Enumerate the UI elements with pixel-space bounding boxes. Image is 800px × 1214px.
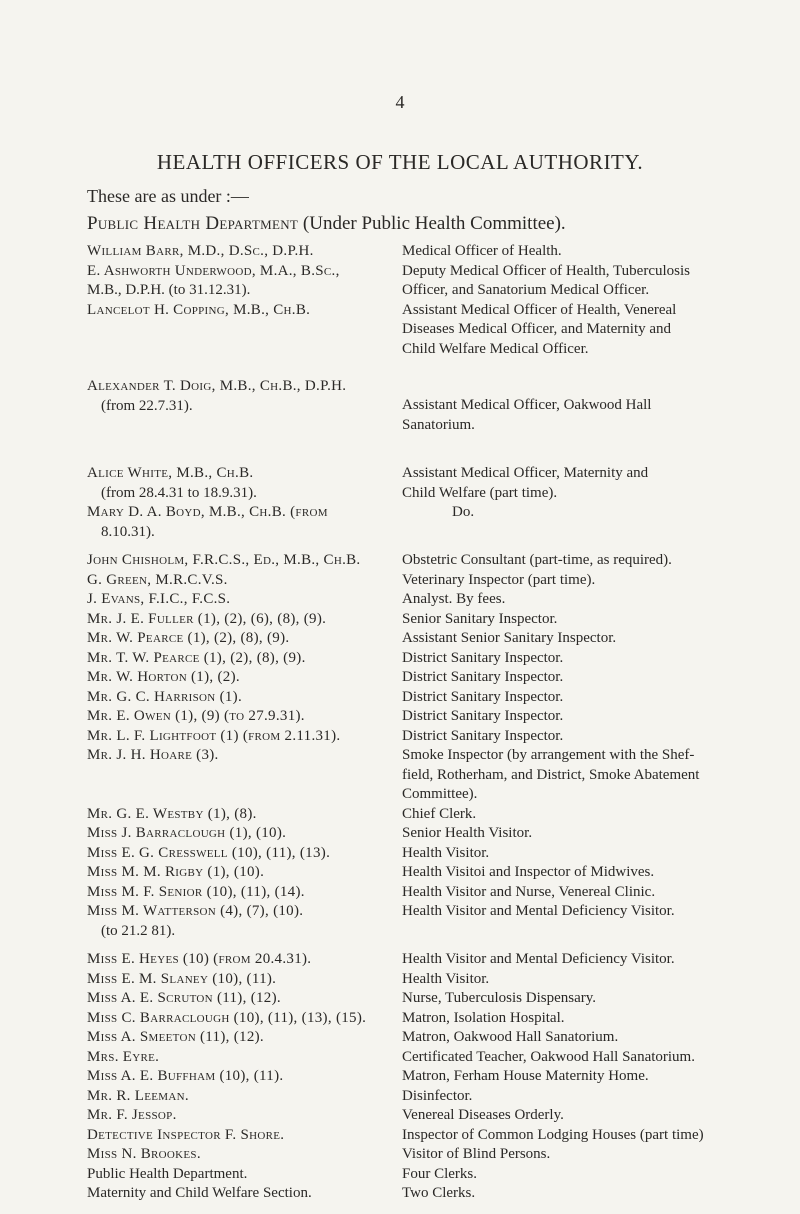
officer-row [87,262,777,301]
officer-row [87,707,777,727]
officer-role: Matron, Oakwood Hall Sanatorium. [402,1029,619,1045]
page-title: HEALTH OFFICERS OF THE LOCAL AUTHORITY. [156,150,644,174]
officer-row [87,688,777,708]
department-name: Public Health Department [87,213,299,234]
committee-label: (Under Public Health Committee). [302,213,566,234]
officer-role: Health Visitor and Mental Deficiency Visitor. [402,951,675,967]
officer-role: Health Visitor and Nurse, Venereal Clinic. [402,883,656,900]
officer-row [87,883,777,903]
officer-name: Miss E. M. Slaney (10), (11). [87,970,277,987]
officer-name: Mr. G. C. Harrison (1). [87,688,243,705]
officer-role: Chief Clerk. [402,805,477,822]
officer-name: Mr. G. E. Westby (1), (8). [87,805,257,822]
officer-role: Nurse, Tuberculosis Dispensary. [402,990,597,1006]
officer-row [87,1184,777,1204]
officer-row [87,902,777,941]
officer-name: Alexander T. Doig, M.B., Ch.B., D.P.H. (from 22.7.31). [87,378,347,414]
officer-name: William Barr, M.D., D.Sc., D.P.H. [87,243,314,259]
officer-role: District Sanitary Inspector. [402,688,564,705]
officer-row [87,551,777,571]
officer-role: Veterinary Inspector (part time). [402,571,596,588]
officer-name: Miss A. Smeeton (11), (12). [87,1029,264,1045]
officer-row [87,746,777,805]
officer-row [87,1028,777,1048]
officer-row [87,301,777,360]
officer-role: Certificated Teacher, Oakwood Hall Sanatorium. [402,1048,695,1065]
officer-name: G. Green, M.R.C.V.S. [87,571,228,588]
officer-row [87,571,777,591]
officer-name: Miss M. M. Rigby (1), (10). [87,864,265,880]
page-number: 4 [395,92,405,112]
officer-row [87,970,777,990]
officer-name: Maternity and Child Welfare Section. [87,1185,312,1201]
officer-name: Mr. T. W. Pearce (1), (2), (8), (9). [87,649,306,666]
officer-name: Mr. J. E. Fuller (1), (2), (6), (8), (9). [87,610,327,627]
officer-role: Do. [452,504,475,520]
officer-role: Analyst. By fees. [402,591,506,607]
officer-name: Mr. L. F. Lightfoot (1) (from 2.11.31). [87,727,341,744]
officer-role: Venereal Diseases Orderly. [402,1107,564,1123]
officer-role: Smoke Inspector (by arrangement with the Shef- field, Rotherham, and District, Smoke Abatement Committee). [402,747,700,802]
officer-row [87,649,777,669]
officer-role: Assistant Medical Officer, Maternity and Child Welfare (part time). [402,465,649,501]
officer-role: Medical Officer of Health. [402,243,562,259]
officer-row [87,1145,777,1165]
officer-name: Miss A. E. Buffham (10), (11). [87,1068,284,1084]
officer-name: Mrs. Eyre. [87,1048,160,1065]
department-heading [87,213,800,235]
officer-role: Matron, Isolation Hospital. [402,1009,565,1026]
officer-row [87,610,777,630]
officer-role: Four Clerks. [402,1165,477,1182]
officer-row [87,727,777,747]
officer-role: Assistant Medical Officer, Oakwood Hall Sanatorium. [402,397,652,433]
officer-role: Health Visitor. [402,970,490,987]
officer-name: Mr. J. H. Hoare (3). [87,747,219,763]
officer-name: J. Evans, F.I.C., F.C.S. [87,591,231,607]
officer-name: Alice White, M.B., Ch.B. (from 28.4.31 to 18.9.31). [87,465,257,501]
officer-row [87,863,777,883]
officer-role: Matron, Ferham House Maternity Home. [402,1068,649,1084]
officer-name: Miss C. Barraclough (10), (11), (13), (15). [87,1009,367,1026]
officer-role: Senior Sanitary Inspector. [402,610,558,627]
officer-name: E. Ashworth Underwood, M.A., B.Sc., M.B., D.P.H. (to 31.12.31). [87,262,340,298]
officer-row [87,1126,777,1146]
officer-row [87,805,777,825]
officer-row [87,1048,777,1068]
officer-name: Miss A. E. Scruton (11), (12). [87,990,281,1006]
officer-role: Obstetric Consultant (part-time, as required). [402,552,672,568]
officer-name: Mr. W. Horton (1), (2). [87,669,240,685]
officer-role: Health Visitor and Mental Deficiency Visitor. [402,903,675,919]
officer-row [87,824,777,844]
officer-role: District Sanitary Inspector. [402,669,564,685]
officer-name: Miss M. F. Senior (10), (11), (14). [87,883,305,900]
officer-row [87,629,777,649]
officer-row [87,242,777,262]
officer-row [87,1009,777,1029]
officer-role: Senior Health Visitor. [402,825,533,841]
officer-role: Health Visitoi and Inspector of Midwives. [402,864,655,880]
officer-name: Lancelot H. Copping, M.B., Ch.B. [87,301,311,318]
officer-role: District Sanitary Inspector. [402,649,564,666]
officer-role: Assistant Medical Officer of Health, Venereal Diseases Medical Officer, and Maternity and Child Welfare Medical Officer. [402,301,677,357]
officer-role: Visitor of Blind Persons. [402,1146,551,1162]
officer-list [87,242,777,1204]
officer-role: Inspector of Common Lodging Houses (part time) [402,1126,704,1143]
officer-name: Miss N. Brookes. [87,1146,201,1162]
officer-role: Two Clerks. [402,1185,476,1201]
officer-row [87,503,777,542]
officer-name: Miss J. Barraclough (1), (10). [87,825,287,841]
officer-row [87,377,777,435]
officer-name: Mr. E. Owen (1), (9) (to 27.9.31). [87,708,305,724]
officer-role: Assistant Senior Sanitary Inspector. [402,630,617,646]
officer-row [87,989,777,1009]
officer-name: Mr. F. Jessop. [87,1107,177,1123]
officer-name: Mr. W. Pearce (1), (2), (8), (9). [87,630,290,646]
officer-name: Miss M. Watterson (4), (7), (10). (to 21.2 81). [87,903,304,939]
officer-name: Public Health Department. [87,1165,248,1182]
officer-role: Disinfector. [402,1087,473,1104]
officer-row [87,1165,777,1185]
officer-name: Mary D. A. Boyd, M.B., Ch.B. (from 8.10.31). [87,504,328,540]
officer-role: Deputy Medical Officer of Health, Tuberculosis Officer, and Sanatorium Medical Officer. [402,262,690,298]
officer-role: District Sanitary Inspector. [402,727,564,744]
officer-row [87,464,777,503]
officer-name: Miss E. G. Cresswell (10), (11), (13). [87,844,331,861]
officer-name: John Chisholm, F.R.C.S., Ed., M.B., Ch.B. [87,552,361,568]
officer-row [87,1087,777,1107]
officer-row [87,950,777,970]
officer-row [87,590,777,610]
officer-role: District Sanitary Inspector. [402,708,564,724]
officer-name: Mr. R. Leeman. [87,1087,189,1104]
officer-row [87,1106,777,1126]
officer-row [87,1067,777,1087]
officer-role: Health Visitor. [402,844,490,861]
officer-name: Detective Inspector F. Shore. [87,1126,285,1143]
officer-name: Miss E. Heyes (10) (from 20.4.31). [87,951,312,967]
officer-row [87,668,777,688]
intro-text: These are as under :— [87,186,249,206]
officer-row [87,844,777,864]
